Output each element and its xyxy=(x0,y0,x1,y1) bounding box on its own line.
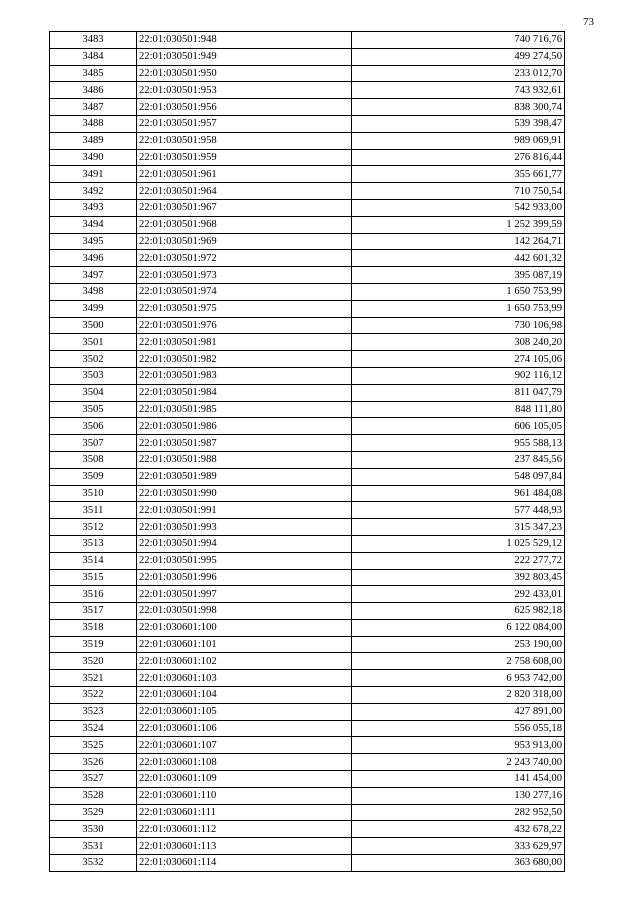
row-number-cell: 3490 xyxy=(50,149,137,166)
cadastral-number-cell: 22:01:030501:976 xyxy=(137,317,352,334)
row-number-cell: 3498 xyxy=(50,283,137,300)
cadastral-value-cell: 142 264,71 xyxy=(352,233,565,250)
row-number-cell: 3489 xyxy=(50,132,137,149)
row-number-cell: 3526 xyxy=(50,754,137,771)
row-number-cell: 3515 xyxy=(50,569,137,586)
table-row xyxy=(50,687,565,704)
cadastral-number-cell: 22:01:030601:114 xyxy=(137,855,352,872)
cadastral-value-cell: 743 932,61 xyxy=(352,82,565,99)
table-row xyxy=(50,737,565,754)
table-row xyxy=(50,435,565,452)
cadastral-value-cell: 442 601,32 xyxy=(352,250,565,267)
cadastral-number-cell: 22:01:030601:101 xyxy=(137,636,352,653)
cadastral-value-cell: 282 952,50 xyxy=(352,804,565,821)
row-number-cell: 3504 xyxy=(50,384,137,401)
table-row xyxy=(50,787,565,804)
table-row xyxy=(50,603,565,620)
row-number-cell: 3513 xyxy=(50,535,137,552)
cadastral-value-cell: 542 933,00 xyxy=(352,199,565,216)
cadastral-value-cell: 1 025 529,12 xyxy=(352,535,565,552)
row-number-cell: 3485 xyxy=(50,65,137,82)
cadastral-value-cell: 292 433,01 xyxy=(352,586,565,603)
row-number-cell: 3496 xyxy=(50,250,137,267)
row-number-cell: 3508 xyxy=(50,451,137,468)
row-number-cell: 3520 xyxy=(50,653,137,670)
row-number-cell: 3509 xyxy=(50,468,137,485)
cadastral-value-cell: 222 277,72 xyxy=(352,552,565,569)
cadastral-value-cell: 953 913,00 xyxy=(352,737,565,754)
row-number-cell: 3494 xyxy=(50,216,137,233)
row-number-cell: 3487 xyxy=(50,99,137,116)
table-row xyxy=(50,183,565,200)
table-row xyxy=(50,300,565,317)
cadastral-value-cell: 2 820 318,00 xyxy=(352,687,565,704)
table-row xyxy=(50,569,565,586)
cadastral-number-cell: 22:01:030501:964 xyxy=(137,183,352,200)
cadastral-number-cell: 22:01:030601:100 xyxy=(137,619,352,636)
cadastral-value-table xyxy=(49,31,565,872)
cadastral-value-cell: 6 953 742,00 xyxy=(352,670,565,687)
table-row xyxy=(50,485,565,502)
row-number-cell: 3483 xyxy=(50,32,137,49)
row-number-cell: 3519 xyxy=(50,636,137,653)
cadastral-number-cell: 22:01:030501:968 xyxy=(137,216,352,233)
table-row xyxy=(50,771,565,788)
cadastral-number-cell: 22:01:030501:948 xyxy=(137,32,352,49)
cadastral-number-cell: 22:01:030501:990 xyxy=(137,485,352,502)
cadastral-number-cell: 22:01:030501:949 xyxy=(137,48,352,65)
row-number-cell: 3511 xyxy=(50,502,137,519)
cadastral-number-cell: 22:01:030501:987 xyxy=(137,435,352,452)
cadastral-value-cell: 539 398,47 xyxy=(352,115,565,132)
row-number-cell: 3505 xyxy=(50,401,137,418)
table-row xyxy=(50,233,565,250)
cadastral-number-cell: 22:01:030601:106 xyxy=(137,720,352,737)
cadastral-number-cell: 22:01:030501:950 xyxy=(137,65,352,82)
table-row xyxy=(50,670,565,687)
row-number-cell: 3502 xyxy=(50,351,137,368)
cadastral-number-cell: 22:01:030501:969 xyxy=(137,233,352,250)
cadastral-number-cell: 22:01:030601:113 xyxy=(137,838,352,855)
row-number-cell: 3506 xyxy=(50,418,137,435)
table-row xyxy=(50,115,565,132)
table-row xyxy=(50,250,565,267)
cadastral-number-cell: 22:01:030501:981 xyxy=(137,334,352,351)
cadastral-value-cell: 2 243 740,00 xyxy=(352,754,565,771)
cadastral-value-cell: 961 484,08 xyxy=(352,485,565,502)
table-row xyxy=(50,804,565,821)
row-number-cell: 3503 xyxy=(50,367,137,384)
cadastral-value-cell: 392 803,45 xyxy=(352,569,565,586)
table-body xyxy=(50,32,565,872)
row-number-cell: 3512 xyxy=(50,519,137,536)
cadastral-value-cell: 333 629,97 xyxy=(352,838,565,855)
table-row xyxy=(50,703,565,720)
cadastral-value-cell: 1 252 399,59 xyxy=(352,216,565,233)
cadastral-value-cell: 838 300,74 xyxy=(352,99,565,116)
cadastral-value-cell: 902 116,12 xyxy=(352,367,565,384)
row-number-cell: 3486 xyxy=(50,82,137,99)
cadastral-number-cell: 22:01:030501:953 xyxy=(137,82,352,99)
cadastral-number-cell: 22:01:030501:956 xyxy=(137,99,352,116)
table-row xyxy=(50,720,565,737)
cadastral-number-cell: 22:01:030501:958 xyxy=(137,132,352,149)
cadastral-value-cell: 577 448,93 xyxy=(352,502,565,519)
table-row xyxy=(50,48,565,65)
table-row xyxy=(50,351,565,368)
table-row xyxy=(50,99,565,116)
row-number-cell: 3527 xyxy=(50,771,137,788)
row-number-cell: 3499 xyxy=(50,300,137,317)
table-row xyxy=(50,586,565,603)
row-number-cell: 3524 xyxy=(50,720,137,737)
cadastral-value-cell: 363 680,00 xyxy=(352,855,565,872)
table-row xyxy=(50,619,565,636)
cadastral-number-cell: 22:01:030501:959 xyxy=(137,149,352,166)
row-number-cell: 3521 xyxy=(50,670,137,687)
table-row xyxy=(50,317,565,334)
cadastral-number-cell: 22:01:030501:982 xyxy=(137,351,352,368)
cadastral-number-cell: 22:01:030601:108 xyxy=(137,754,352,771)
row-number-cell: 3518 xyxy=(50,619,137,636)
cadastral-number-cell: 22:01:030501:972 xyxy=(137,250,352,267)
cadastral-number-cell: 22:01:030501:984 xyxy=(137,384,352,401)
row-number-cell: 3510 xyxy=(50,485,137,502)
table-row xyxy=(50,821,565,838)
table-row xyxy=(50,636,565,653)
cadastral-value-cell: 848 111,80 xyxy=(352,401,565,418)
table-row xyxy=(50,653,565,670)
row-number-cell: 3493 xyxy=(50,199,137,216)
cadastral-value-cell: 730 106,98 xyxy=(352,317,565,334)
row-number-cell: 3491 xyxy=(50,166,137,183)
table-row xyxy=(50,838,565,855)
table-row xyxy=(50,216,565,233)
cadastral-value-cell: 427 891,00 xyxy=(352,703,565,720)
row-number-cell: 3523 xyxy=(50,703,137,720)
row-number-cell: 3532 xyxy=(50,855,137,872)
cadastral-value-cell: 233 012,70 xyxy=(352,65,565,82)
cadastral-number-cell: 22:01:030501:961 xyxy=(137,166,352,183)
cadastral-number-cell: 22:01:030501:993 xyxy=(137,519,352,536)
cadastral-number-cell: 22:01:030501:986 xyxy=(137,418,352,435)
cadastral-value-cell: 499 274,50 xyxy=(352,48,565,65)
row-number-cell: 3530 xyxy=(50,821,137,838)
cadastral-value-cell: 432 678,22 xyxy=(352,821,565,838)
cadastral-number-cell: 22:01:030501:974 xyxy=(137,283,352,300)
cadastral-number-cell: 22:01:030601:109 xyxy=(137,771,352,788)
page-number: 73 xyxy=(583,16,594,28)
cadastral-number-cell: 22:01:030501:983 xyxy=(137,367,352,384)
cadastral-number-cell: 22:01:030501:997 xyxy=(137,586,352,603)
cadastral-value-cell: 740 716,76 xyxy=(352,32,565,49)
table-row xyxy=(50,199,565,216)
cadastral-value-cell: 955 588,13 xyxy=(352,435,565,452)
cadastral-value-cell: 315 347,23 xyxy=(352,519,565,536)
row-number-cell: 3500 xyxy=(50,317,137,334)
cadastral-number-cell: 22:01:030501:991 xyxy=(137,502,352,519)
row-number-cell: 3492 xyxy=(50,183,137,200)
row-number-cell: 3484 xyxy=(50,48,137,65)
table-row xyxy=(50,502,565,519)
cadastral-value-cell: 308 240,20 xyxy=(352,334,565,351)
cadastral-number-cell: 22:01:030501:973 xyxy=(137,267,352,284)
cadastral-value-cell: 1 650 753,99 xyxy=(352,283,565,300)
cadastral-value-cell: 237 845,56 xyxy=(352,451,565,468)
cadastral-value-cell: 1 650 753,99 xyxy=(352,300,565,317)
cadastral-number-cell: 22:01:030601:105 xyxy=(137,703,352,720)
table-row xyxy=(50,401,565,418)
cadastral-number-cell: 22:01:030501:988 xyxy=(137,451,352,468)
row-number-cell: 3501 xyxy=(50,334,137,351)
table-row xyxy=(50,384,565,401)
table-row xyxy=(50,418,565,435)
cadastral-number-cell: 22:01:030501:957 xyxy=(137,115,352,132)
row-number-cell: 3488 xyxy=(50,115,137,132)
cadastral-value-cell: 548 097,84 xyxy=(352,468,565,485)
cadastral-number-cell: 22:01:030601:112 xyxy=(137,821,352,838)
table-row xyxy=(50,132,565,149)
cadastral-number-cell: 22:01:030501:967 xyxy=(137,199,352,216)
cadastral-number-cell: 22:01:030601:104 xyxy=(137,687,352,704)
table-row xyxy=(50,754,565,771)
row-number-cell: 3497 xyxy=(50,267,137,284)
table-row xyxy=(50,519,565,536)
table-row xyxy=(50,149,565,166)
cadastral-value-cell: 276 816,44 xyxy=(352,149,565,166)
cadastral-number-cell: 22:01:030601:102 xyxy=(137,653,352,670)
cadastral-value-cell: 811 047,79 xyxy=(352,384,565,401)
row-number-cell: 3531 xyxy=(50,838,137,855)
table-row xyxy=(50,552,565,569)
cadastral-number-cell: 22:01:030601:110 xyxy=(137,787,352,804)
table-row xyxy=(50,65,565,82)
cadastral-number-cell: 22:01:030601:111 xyxy=(137,804,352,821)
cadastral-value-cell: 710 750,54 xyxy=(352,183,565,200)
cadastral-value-cell: 395 087,19 xyxy=(352,267,565,284)
table-row xyxy=(50,451,565,468)
cadastral-number-cell: 22:01:030501:975 xyxy=(137,300,352,317)
table-row xyxy=(50,82,565,99)
table-row xyxy=(50,855,565,872)
table-row xyxy=(50,468,565,485)
cadastral-value-cell: 6 122 084,00 xyxy=(352,619,565,636)
row-number-cell: 3517 xyxy=(50,603,137,620)
cadastral-number-cell: 22:01:030601:107 xyxy=(137,737,352,754)
cadastral-value-cell: 989 069,91 xyxy=(352,132,565,149)
cadastral-number-cell: 22:01:030501:994 xyxy=(137,535,352,552)
row-number-cell: 3522 xyxy=(50,687,137,704)
cadastral-value-cell: 130 277,16 xyxy=(352,787,565,804)
cadastral-value-cell: 556 055,18 xyxy=(352,720,565,737)
row-number-cell: 3516 xyxy=(50,586,137,603)
cadastral-number-cell: 22:01:030501:995 xyxy=(137,552,352,569)
table-row xyxy=(50,166,565,183)
cadastral-number-cell: 22:01:030501:998 xyxy=(137,603,352,620)
table-row xyxy=(50,267,565,284)
cadastral-value-cell: 253 190,00 xyxy=(352,636,565,653)
cadastral-value-cell: 606 105,05 xyxy=(352,418,565,435)
cadastral-value-cell: 625 982,18 xyxy=(352,603,565,620)
row-number-cell: 3507 xyxy=(50,435,137,452)
row-number-cell: 3528 xyxy=(50,787,137,804)
row-number-cell: 3529 xyxy=(50,804,137,821)
cadastral-value-cell: 2 758 608,00 xyxy=(352,653,565,670)
table-row xyxy=(50,334,565,351)
row-number-cell: 3525 xyxy=(50,737,137,754)
cadastral-number-cell: 22:01:030501:985 xyxy=(137,401,352,418)
table-row xyxy=(50,367,565,384)
cadastral-number-cell: 22:01:030501:989 xyxy=(137,468,352,485)
row-number-cell: 3514 xyxy=(50,552,137,569)
cadastral-number-cell: 22:01:030501:996 xyxy=(137,569,352,586)
table-row xyxy=(50,535,565,552)
row-number-cell: 3495 xyxy=(50,233,137,250)
cadastral-value-cell: 355 661,77 xyxy=(352,166,565,183)
cadastral-value-cell: 141 454,00 xyxy=(352,771,565,788)
cadastral-value-cell: 274 105,06 xyxy=(352,351,565,368)
table-row xyxy=(50,283,565,300)
table-row xyxy=(50,32,565,49)
cadastral-number-cell: 22:01:030601:103 xyxy=(137,670,352,687)
